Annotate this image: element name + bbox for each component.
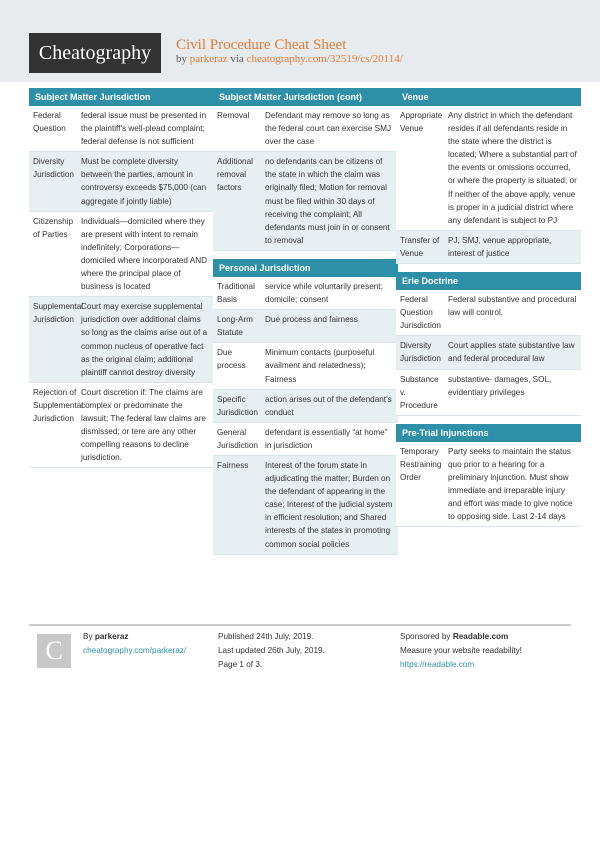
row-term: Due process (217, 348, 246, 371)
sponsor-name[interactable]: Readable.com (452, 632, 509, 641)
table-row (213, 343, 398, 389)
row-definition: service while voluntarily present; domicile; consent (265, 281, 383, 305)
table-row (213, 456, 398, 555)
sponsor-link[interactable]: https://readable.com (400, 660, 475, 669)
row-definition: federal issue must be presented in the plaintiff's well-plead complaint; federal defense is not sufficient (81, 111, 207, 147)
table-row (396, 231, 581, 264)
sponsor-label: Sponsored by (400, 632, 451, 641)
column-1 (29, 88, 214, 476)
row-term: Supplemental Jurisdiction (33, 302, 84, 325)
footer-dates (218, 630, 325, 672)
row-term: Specific Jurisdiction (217, 394, 258, 417)
row-term: Citizenship of Parties (33, 216, 74, 239)
row-definition: Federal substantive and procedural law will control. (448, 295, 577, 318)
row-term: Federal Question (33, 111, 66, 134)
row-definition: Minimum contacts (purposeful availment and relatedness); Fairness (265, 348, 375, 384)
table-row (396, 370, 581, 416)
column-3 (396, 88, 581, 535)
table-row (29, 383, 214, 469)
row-term: Traditional Basis (217, 281, 255, 305)
row-term: Appropriate Venue (400, 111, 443, 134)
table-row (396, 442, 581, 528)
row-term: Additional removal factors (217, 157, 253, 193)
section-title: Venue (396, 88, 581, 106)
footer-by-label: By (83, 632, 93, 641)
row-definition: substantive- damages, SOL, evidentiary privileges (448, 374, 552, 397)
column-2 (213, 88, 398, 563)
row-definition: action arises out of the defendant's conduct (265, 394, 392, 417)
footer-author-link[interactable]: cheatography.com/parkeraz/ (83, 646, 187, 655)
row-term: Diversity Jurisdiction (400, 341, 441, 364)
author-link[interactable]: parkeraz (189, 53, 228, 65)
footer-author (83, 630, 186, 658)
section-pre-trial-injunctions (396, 424, 581, 528)
table-row (29, 152, 214, 211)
row-term: Long-Arm Statute (217, 315, 253, 338)
row-term: Diversity Jurisdiction (33, 157, 74, 180)
sponsor-text: Measure your website readability! (400, 646, 522, 655)
byline (176, 53, 403, 65)
row-definition: Any district in which the defendant resides if all defendants reside in the state where the district is located; Where a substantial part of the events or omissions occurred, or where the property is situated; or If neither of the above apply, venue is proper in a judicial district where any defendant is subject to PJ (448, 111, 577, 225)
table-row (213, 152, 398, 251)
published-date: Published 24th July, 2019. (218, 632, 314, 641)
row-term: General Jurisdiction (217, 427, 258, 450)
row-definition: Due process and fairness (265, 315, 358, 325)
table-row (396, 290, 581, 336)
row-definition: Must be complete diversity between the parties, amount in controversy exceeds $75,000 (can aggregate if jointly liable) (81, 157, 207, 206)
row-definition: PJ, SMJ, venue appropriate, interest of justice (448, 235, 552, 258)
section-title: Pre-Trial Injunctions (396, 424, 581, 442)
table-row (396, 336, 581, 369)
table-row (29, 212, 214, 298)
section-title: Erie Doctrine (396, 272, 581, 290)
sheet-url-link[interactable]: cheatography.com/32519/cs/20114/ (246, 53, 403, 65)
row-definition: Interest of the forum state in adjudicating the matter; Burden on the defendant of appearing in the case; Interest of the judicial system in efficient resolution; and Shared interests of the states in promoting common social policies (265, 460, 393, 549)
table-row (213, 277, 398, 310)
footer-author-name[interactable]: parkeraz (94, 632, 129, 641)
footer-sponsor (400, 630, 522, 672)
table-row (213, 390, 398, 423)
row-definition: Individuals—domiciled where they are present with intent to remain indefinitely; Corporations—domiciled where incorporated AND where the principal place of business is located (81, 216, 208, 292)
section-title: Subject Matter Jurisdiction (29, 88, 214, 106)
row-definition: Court applies state substantive law and federal procedural law (448, 341, 575, 364)
section-subject-matter-jurisdiction (29, 88, 214, 468)
row-term: Fairness (217, 460, 249, 470)
page-number: Page 1 of 3. (218, 660, 263, 669)
via-label: via (230, 53, 244, 65)
page-footer (29, 624, 571, 669)
section-erie-doctrine (396, 272, 581, 416)
section-title: Personal Jurisdiction (213, 259, 398, 277)
row-definition: Party seeks to maintain the status quo prior to a hearing for a preliminary injunction. Must show immediate and irreparable injury and effort was made to give notice to opposing side. Last 2-14 days (448, 446, 573, 522)
row-term: Federal Question Jurisdiction (400, 295, 441, 331)
section-subject-matter-jurisdiction-cont (213, 88, 398, 251)
row-definition: Court may exercise supplemental jurisdiction over additional claims so long as the claims arise out of a common nucleus of operative fact as the original claim; additional plaintiff cannot destroy diversity (81, 302, 208, 377)
by-label: by (176, 53, 187, 65)
avatar: C (37, 634, 71, 668)
row-term: Transfer of Venue (400, 235, 440, 258)
table-row (213, 423, 398, 456)
table-row (29, 106, 214, 152)
row-term: Rejection of Supplemental Jurisdiction (33, 387, 84, 423)
section-venue (396, 88, 581, 264)
row-definition: no defendants can be citizens of the state in which the claim was originally filed; Motion for removal must be filed within 30 days of receiving the complaint; All defendants must join in or consent to removal (265, 157, 390, 245)
page-header (0, 0, 600, 82)
table-row (213, 106, 398, 152)
row-term: Temporary Restraining Order (400, 446, 442, 482)
table-row (29, 297, 214, 383)
updated-date: Last updated 26th July, 2019. (218, 646, 325, 655)
row-term: Substance v. Procedure (400, 374, 439, 410)
row-definition: Court discretion if: The claims are complex or predominate the lawsuit; The federal law claims are dismissed; or tere are any other compelling reasons to decline jurisdiction. (81, 387, 206, 463)
row-definition: Defendant may remove so long as the federal court can exercise SMJ over the case (265, 111, 392, 147)
row-term: Removal (217, 111, 250, 120)
cheatography-logo[interactable]: Cheatography (29, 33, 161, 73)
section-title: Subject Matter Jurisdiction (cont) (213, 88, 398, 106)
row-definition: defendant is essentially “at home” in jurisdiction (265, 427, 388, 450)
table-row (213, 310, 398, 343)
page-title: Civil Procedure Cheat Sheet (176, 37, 347, 53)
table-row (396, 106, 581, 231)
section-personal-jurisdiction (213, 259, 398, 555)
